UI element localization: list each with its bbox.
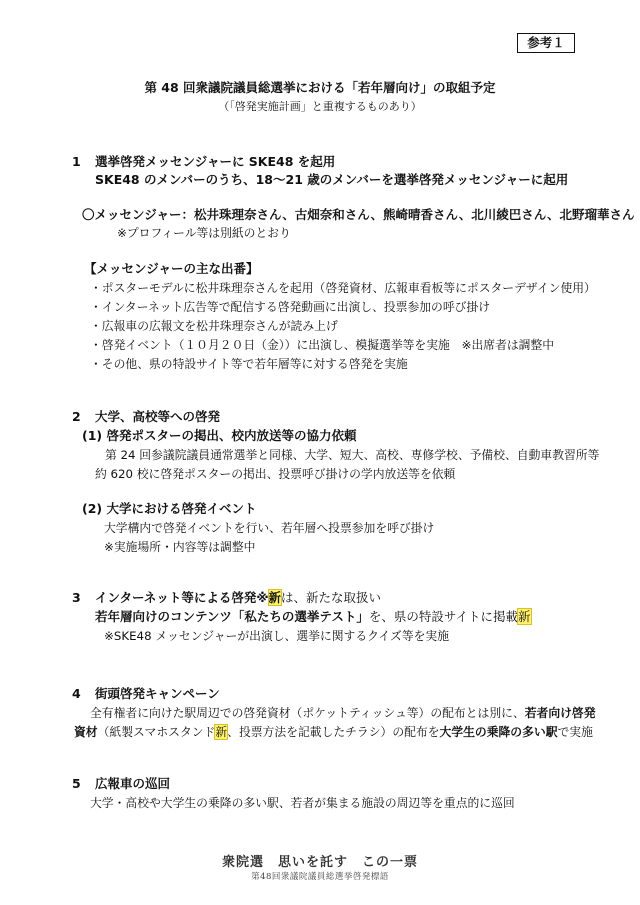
section-text: は、新たな取扱い [281, 590, 382, 605]
section-text: SKE48 のメンバーのうち、18～21 歳のメンバーを選挙啓発メッセンジャーに起用 [95, 172, 569, 187]
section-text: （紙製スマホスタンド [97, 725, 216, 739]
emphasis-text: 若者向け啓発 [524, 706, 596, 720]
section-text: 第 24 回参議院議員通常選挙と同様、大学、短大、高校、専修学校、予備校、自動車教習所等 [105, 448, 600, 462]
section-number: 1 [72, 154, 81, 169]
section-number: 2 [72, 409, 81, 424]
section-text-line [74, 724, 593, 740]
section-text-line [95, 609, 531, 625]
section-text: 大学構内で啓発イベントを行い、若年層へ投票参加を呼び掛け [104, 521, 435, 535]
messenger-list: 〇メッセンジャー：松井珠理奈さん、古畑奈和さん、熊崎晴香さん、北川綾巴さん、北野瑠華さん [82, 207, 635, 222]
section-text: を、県の特設サイトに掲載 [368, 609, 519, 624]
section-heading: 広報車の巡回 [95, 776, 171, 791]
section-text: 全有権者に向けた駅周辺での啓発資材（ポケットティッシュ等）の配布とは別に、 [90, 706, 525, 720]
list-item: ・インターネット広告等で配信する啓発動画に出演し、投票参加の呼び掛け [90, 300, 491, 314]
section-heading-line [95, 590, 381, 606]
section-heading: 選挙啓発メッセンジャーに SKE48 を起用 [95, 154, 336, 169]
new-badge: 新 [518, 609, 531, 624]
footer-slogan: 衆院選 思いを託す この一票 [221, 855, 418, 870]
list-item: ・広報車の広報文を松井珠理奈さんが読み上げ [90, 319, 338, 333]
reference-tag: 参考１ [517, 33, 575, 53]
page-title: 第 48 回衆議院議員総選挙における「若年層向け」の取組予定 [144, 80, 496, 95]
subsection-heading: (1) 啓発ポスターの掲出、校内放送等の協力依頼 [82, 428, 357, 443]
section-text-line [90, 705, 596, 721]
footer-subtitle: 第48回衆議院議員総選挙啓発標語 [251, 872, 389, 882]
section-text: 、投票方法を記載したチラシ）の配布を [227, 725, 440, 739]
list-item: ・啓発イベント（１０月２０日（金））に出演し、模擬選挙等を実施 ※出席者は調整中 [90, 338, 555, 352]
section-text: 約 620 校に啓発ポスターの掲出、投票呼び掛けの学内放送等を依頼 [95, 467, 456, 481]
section-number: 4 [72, 686, 81, 701]
emphasis-text: 大学生の乗降の多い駅 [439, 725, 558, 739]
new-badge: 新 [215, 725, 228, 739]
section-number: 5 [72, 776, 81, 791]
section-heading: 街頭啓発キャンペーン [95, 686, 220, 701]
section-number: 3 [72, 590, 81, 605]
content-name: 若年層向けのコンテンツ「私たちの選挙テスト」 [95, 609, 369, 624]
emphasis-text: 資材 [74, 725, 98, 739]
note: ※実施場所・内容等は調整中 [104, 540, 256, 554]
note: ※SKE48 メッセンジャーが出演し、選挙に関するクイズ等を実施 [104, 629, 450, 643]
profile-note: ※プロフィール等は別紙のとおり [117, 226, 291, 240]
section-heading: インターネット等による啓発※ [95, 590, 269, 605]
section-heading: 大学、高校等への啓発 [95, 409, 221, 424]
section-text: で実施 [557, 725, 593, 739]
roles-heading: 【メッセンジャーの主な出番】 [84, 261, 259, 276]
list-item: ・ポスターモデルに松井珠理奈さんを起用（啓発資材、広報車看板等にポスターデザイン使用） [90, 281, 596, 295]
section-text: 大学・高校や大学生の乗降の多い駅、若者が集まる施設の周辺等を重点的に巡回 [90, 796, 515, 810]
new-badge: 新 [268, 590, 282, 605]
list-item: ・その他、県の特設サイト等で若年層等に対する啓発を実施 [90, 357, 408, 371]
page-subtitle: （「啓発実施計画」と重複するものあり） [218, 100, 422, 113]
subsection-heading: (2) 大学における啓発イベント [82, 501, 257, 516]
